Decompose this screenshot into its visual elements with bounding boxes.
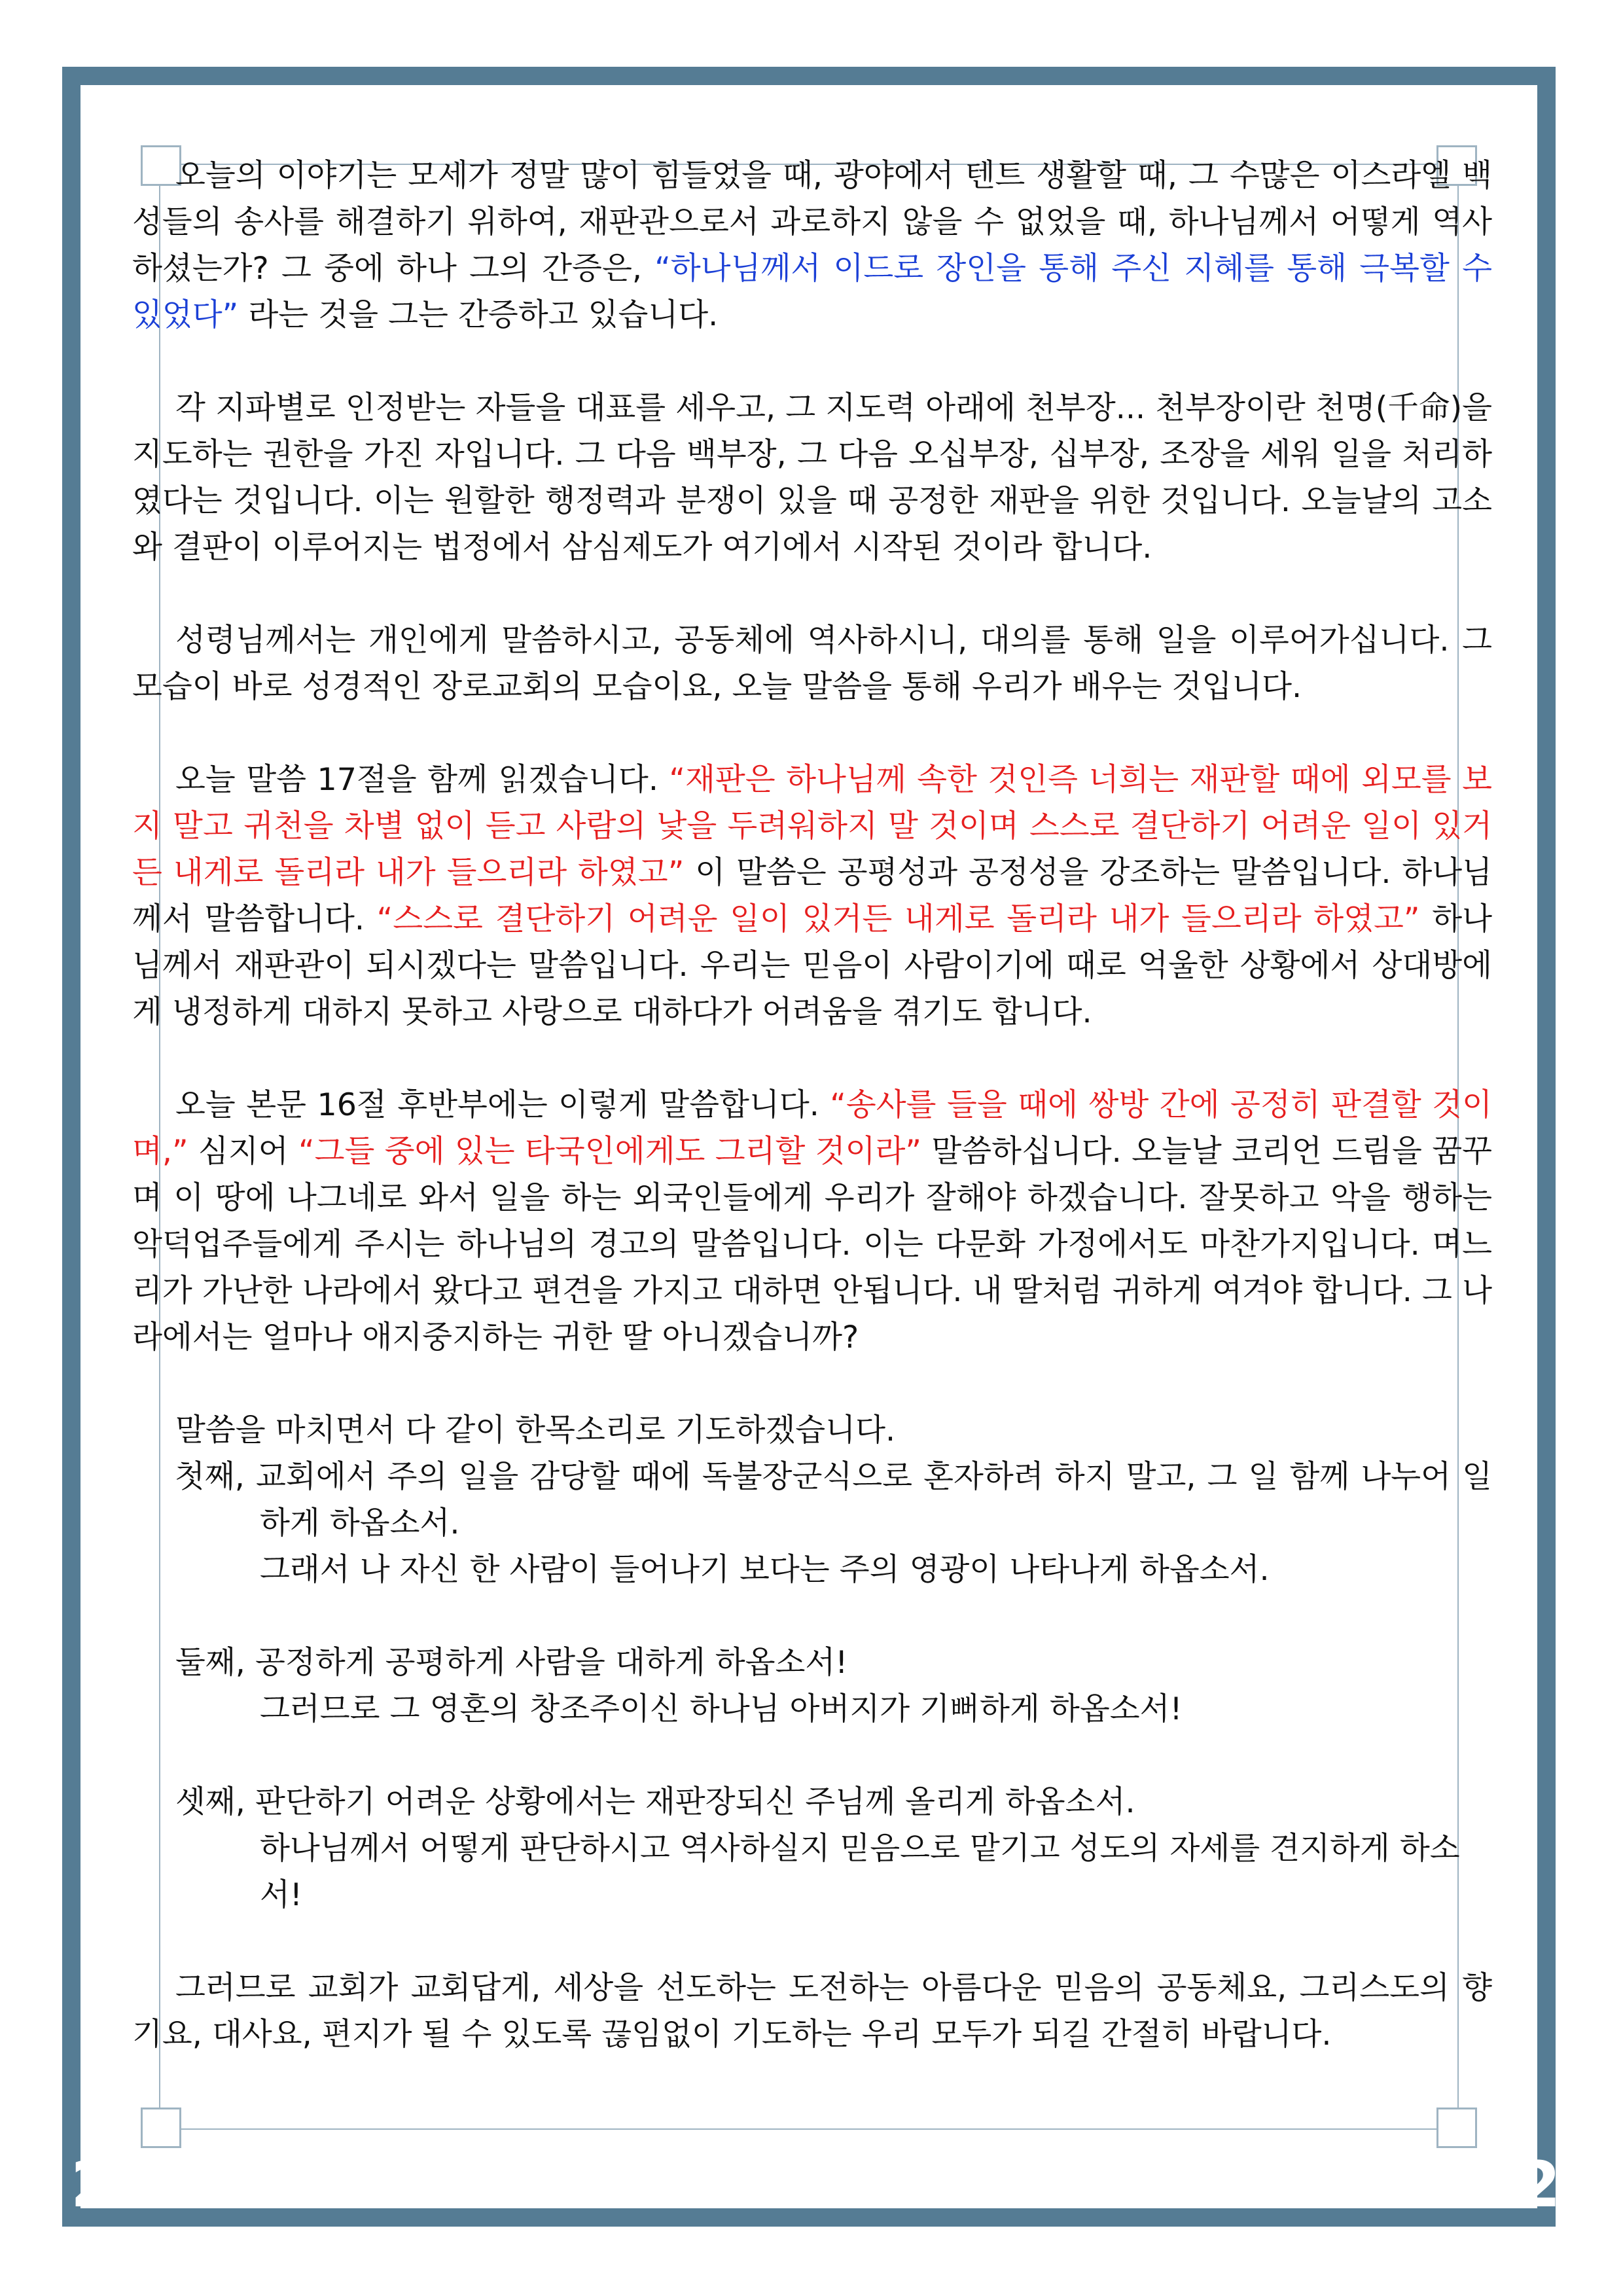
prayer-second: 둘째, 공정하게 공평하게 사람을 대하게 하옵소서!: [175, 1645, 848, 1681]
text-span: 라는 것을 그는 간증하고 있습니다.: [238, 297, 719, 333]
text-span: 이 말씀은 공평성과 공정성을 강조하는 말씀입니다. 하나님께서 말씀합니다.: [132, 855, 1493, 937]
scripture-quote: “하나님께서 이드로 장인을 통해 주신 지혜를 통해 극복할 수 있었다”: [132, 251, 1493, 333]
text-span: 오늘의 이야기는 모세가 정말 많이 힘들었을 때, 광야에서 텐트 생활할 때, 그 수많은 이스라엘 백성들의 송사를 해결하기 위하여, 재판관으로서 과로하지 않을 수 없었을 때, 하나님께서 어떻게 역사하셨는가? 그 중에 하나 그의 간증은,: [132, 158, 1492, 287]
text-span: 오늘 본문 16절 후반부에는 이렇게 말씀합니다.: [175, 1087, 830, 1123]
text-span: 오늘 말씀 17절을 함께 읽겠습니다.: [175, 762, 669, 798]
scripture-quote: “송사를 들을 때에 쌍방 간에 공정히 판결할 것이며,”: [132, 1087, 1493, 1170]
scripture-quote: “그들 중에 있는 타국인에게도 그리할 것이라”: [298, 1134, 921, 1170]
scripture-quote: “스스로 결단하기 어려운 일이 있거든 내게로 돌리라 내가 들으리라 하였고”: [376, 901, 1420, 937]
page-number-left: 2: [71, 2148, 115, 2221]
paragraph-5: [132, 1082, 1492, 1361]
prayer-intro: 말씀을 마치면서 다 같이 한목소리로 기도하겠습니다.: [175, 1412, 896, 1448]
paragraph-1: [132, 152, 1492, 338]
corner-ornament-bottom-right: [1436, 2108, 1477, 2148]
closing-paragraph: 그러므로 교회가 교회답게, 세상을 선도하는 도전하는 아름다운 믿음의 공동체요, 그리스도의 향기요, 대사요, 편지가 될 수 있도록 끊임없이 기도하는 우리 모두가 되길 간절히 바랍니다.: [132, 1970, 1492, 2053]
prayer-first: 첫째, 교회에서 주의 일을 감당할 때에 독불장군식으로 혼자하려 하지 말고, 그 일 함께 나누어 일하게 하옵소서.: [175, 1459, 1492, 1541]
corner-ornament-bottom-left: [141, 2108, 181, 2148]
text-span: 말씀하십니다. 오늘날 코리언 드림을 꿈꾸며 이 땅에 나그네로 와서 일을 하는 외국인들에게 우리가 잘해야 하겠습니다. 잘못하고 악을 행하는 악덕업주들에게 주시는 하나님의 경고의 말씀입니다. 이는 다문화 가정에서도 마찬가지입니다. 며느리가 가난한 나라에서 왔다고 편견을 가지고 대하면 안됩니다. 내 딸처럼 귀하게 여겨야 합니다. 그 나라에서는 얼마나 애지중지하는 귀한 딸 아니겠습니까?: [132, 1134, 1492, 1355]
prayer-third-cont: 하나님께서 어떻게 판단하시고 역사하실지 믿음으로 맡기고 성도의 자세를 견지하게 하소서!: [260, 1831, 1460, 1913]
prayer-section: [132, 1407, 1492, 1593]
text-span: 하나님께서 재판관이 되시겠다는 말씀입니다. 우리는 믿음이 사람이기에 때로 억울한 상황에서 상대방에게 냉정하게 대하지 못하고 사랑으로 대하다가 어려움을 겪기도 합니다.: [132, 901, 1492, 1030]
paragraph-3: 성령님께서는 개인에게 말씀하시고, 공동체에 역사하시니, 대의를 통해 일을 이루어가십니다. 그 모습이 바로 성경적인 장로교회의 모습이요, 오늘 말씀을 통해 우리가 배우는 것입니다.: [132, 622, 1492, 705]
sermon-body: [132, 152, 1492, 2104]
paragraph-4: [132, 757, 1492, 1035]
text-span: 심지어: [188, 1134, 298, 1170]
scripture-quote: “재판은 하나님께 속한 것인즉 너희는 재판할 때에 외모를 보지 말고 귀천을 차별 없이 듣고 사람의 낯을 두려워하지 말 것이며 스스로 결단하기 어려운 일이 있거든 내게로 돌리라 내가 들으리라 하였고”: [132, 762, 1492, 891]
prayer-first-cont: 그래서 나 자신 한 사람이 들어나기 보다는 주의 영광이 나타나게 하옵소서.: [260, 1552, 1270, 1588]
prayer-third: 셋째, 판단하기 어려운 상황에서는 재판장되신 주님께 올리게 하옵소서.: [175, 1784, 1135, 1820]
prayer-second-cont: 그러므로 그 영혼의 창조주이신 하나님 아버지가 기뻐하게 하옵소서!: [260, 1691, 1183, 1727]
prayer-section: [132, 1779, 1492, 1918]
paragraph-2: 각 지파별로 인정받는 자들을 대표를 세우고, 그 지도력 아래에 천부장... 천부장이란 천명(千命)을 지도하는 권한을 가진 자입니다. 그 다음 백부장, 그 다음 오십부장, 십부장, 조장을 세워 일을 처리하였다는 것입니다. 이는 원할한 행정력과 분쟁이 있을 때 공정한 재판을 위한 것입니다. 오늘날의 고소와 결판이 이루어지는 법정에서 삼심제도가 여기에서 시작된 것이라 합니다.: [132, 390, 1492, 565]
page-number-right: 2: [1517, 2148, 1561, 2221]
prayer-section: [132, 1640, 1492, 1732]
